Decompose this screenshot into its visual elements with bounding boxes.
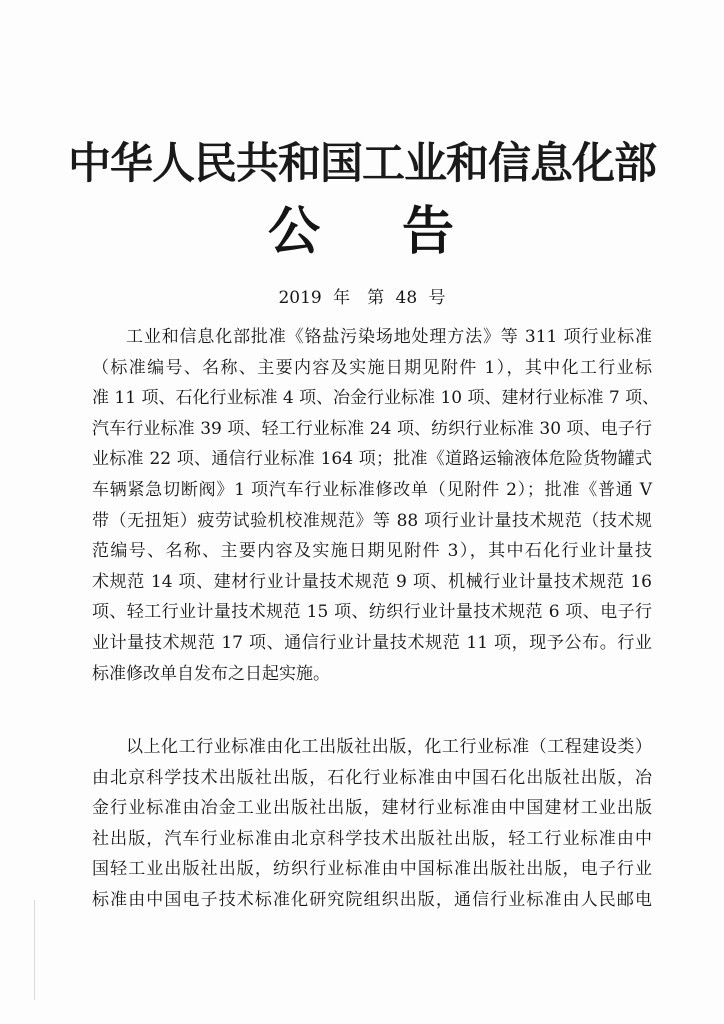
scan-edge-mark <box>34 900 35 1000</box>
paragraph-line: 国轻工业出版社出版，纺织行业标准由中国标准出版社出版，电子行业 <box>92 859 652 880</box>
issue-number: 2019 年 第 48 号 <box>278 288 446 308</box>
paragraph-line: 术规范 14 项、建材行业计量技术规范 9 项、机械行业计量技术规范 16 <box>92 571 652 592</box>
paragraph-line: 业标准 22 项、通信行业标准 164 项；批准《道路运输液体危险货物罐式 <box>92 449 652 470</box>
ministry-title: 中华人民共和国工业和信息化部 <box>68 139 656 189</box>
paragraph-line: 范编号、名称、主要内容及实施日期见附件 3），其中石化行业计量技 <box>92 541 652 562</box>
paragraph-line: 金行业标准由冶金工业出版社出版，建材行业标准由中国建材工业出版 <box>92 798 652 819</box>
paragraph-line: 项、轻工行业计量技术规范 15 项、纺织行业计量技术规范 6 项、电子行 <box>92 602 652 623</box>
paragraph-line: 社出版，汽车行业标准由北京科学技术出版社出版，轻工行业标准由中 <box>92 828 652 849</box>
body-paragraph-2 <box>92 732 652 916</box>
announcement-heading <box>0 202 724 262</box>
paragraph-line: 准 11 项、石化行业标准 4 项、冶金行业标准 10 项、建材行业标准 7 项、 <box>92 388 660 409</box>
announcement-char-gong: 公 <box>268 201 321 262</box>
paragraph-line: 带（无扭矩）疲劳试验机校准规范》等 88 项行业计量技术规范（技术规 <box>92 510 652 531</box>
paragraph-line: （标准编号、名称、主要内容及实施日期见附件 1），其中化工行业标 <box>92 357 652 378</box>
paragraph-line: 工业和信息化部批准《铬盐污染场地处理方法》等 311 项行业标准 <box>126 327 652 347</box>
paragraph-line: 以上化工行业标准由化工出版社出版，化工行业标准（工程建设类） <box>126 737 652 757</box>
body-paragraph-1 <box>92 322 660 689</box>
paragraph-line: 汽车行业标准 39 项、轻工行业标准 24 项、纺织行业标准 30 项、电子行 <box>92 418 652 439</box>
paragraph-line: 车辆紧急切断阀》1 项汽车行业标准修改单（见附件 2）；批准《普通 V <box>92 479 652 500</box>
paragraph-line: 标准修改单自发布之日起实施。 <box>92 663 330 684</box>
paragraph-line: 业计量技术规范 17 项、通信行业计量技术规范 11 项，现予公布。行业 <box>92 632 652 653</box>
paragraph-line: 标准由中国电子技术标准化研究院组织出版，通信行业标准由人民邮电 <box>92 889 652 910</box>
paragraph-line: 由北京科学技术出版社出版，石化行业标准由中国石化出版社出版，冶 <box>92 767 652 788</box>
announcement-char-gao: 告 <box>402 201 455 262</box>
